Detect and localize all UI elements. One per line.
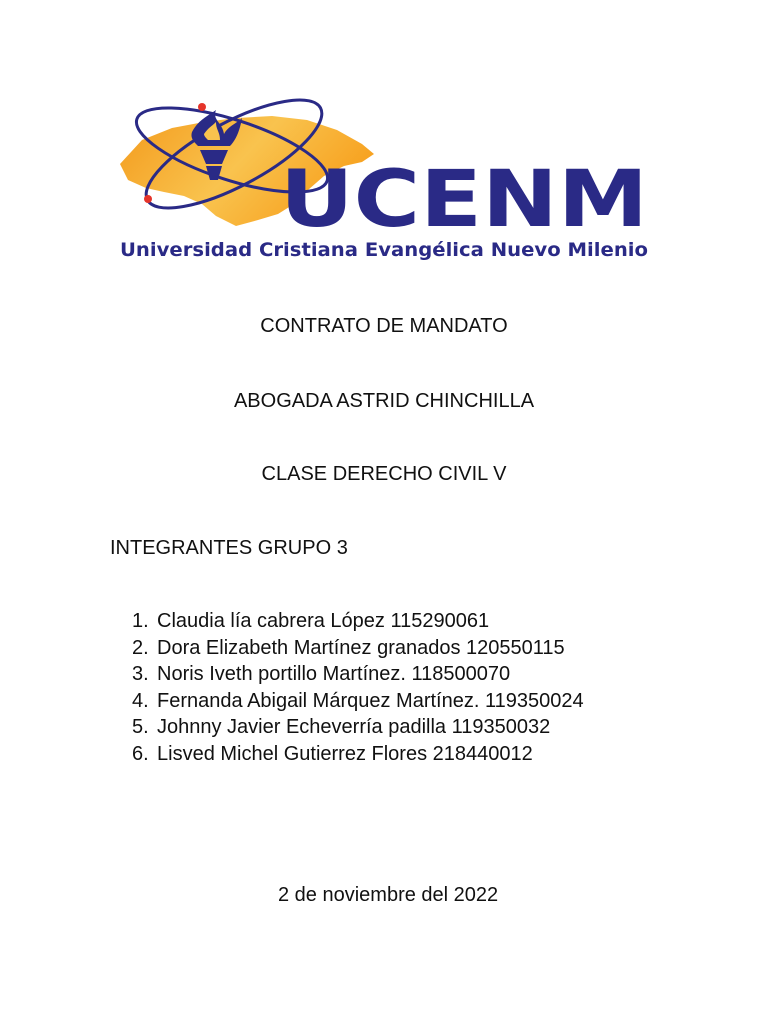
list-item-number: 1. xyxy=(132,610,149,632)
list-item-text: Johnny Javier Echeverría padilla 119350032 xyxy=(157,716,551,738)
ucenm-logo-graphic xyxy=(112,92,656,270)
orbit-dot-top xyxy=(198,103,206,111)
member-list xyxy=(132,608,584,767)
list-item xyxy=(132,661,584,688)
logo-university-name: Universidad Cristiana Evangélica Nuevo Milenio xyxy=(120,239,648,261)
list-item-text: Lisved Michel Gutierrez Flores 218440012 xyxy=(157,742,533,765)
list-item xyxy=(132,608,584,635)
list-item-text: Fernanda Abigail Márquez Martínez. 119350024 xyxy=(157,689,584,712)
list-item xyxy=(132,741,584,768)
logo-acronym: UCENM xyxy=(280,155,648,245)
course-name: CLASE DERECHO CIVIL V xyxy=(261,463,507,485)
list-item-text: Claudia lía cabrera López 115290061 xyxy=(157,610,490,632)
university-logo xyxy=(112,92,656,270)
list-item-number: 4. xyxy=(132,689,149,712)
list-item xyxy=(132,688,584,715)
list-item-number: 3. xyxy=(132,663,149,685)
group-heading: INTEGRANTES GRUPO 3 xyxy=(110,537,348,559)
document-date: 2 de noviembre del 2022 xyxy=(278,884,499,906)
list-item-number: 2. xyxy=(132,636,149,659)
list-item-number: 5. xyxy=(132,716,149,738)
list-item xyxy=(132,635,584,662)
orbit-dot-left xyxy=(144,195,152,203)
list-item-text: Noris Iveth portillo Martínez. 118500070 xyxy=(157,663,511,685)
list-item-number: 6. xyxy=(132,742,149,765)
document-title: CONTRATO DE MANDATO xyxy=(260,315,508,337)
teacher-name: ABOGADA ASTRID CHINCHILLA xyxy=(233,390,535,412)
list-item xyxy=(132,714,584,741)
list-item-text: Dora Elizabeth Martínez granados 120550115 xyxy=(157,636,565,659)
